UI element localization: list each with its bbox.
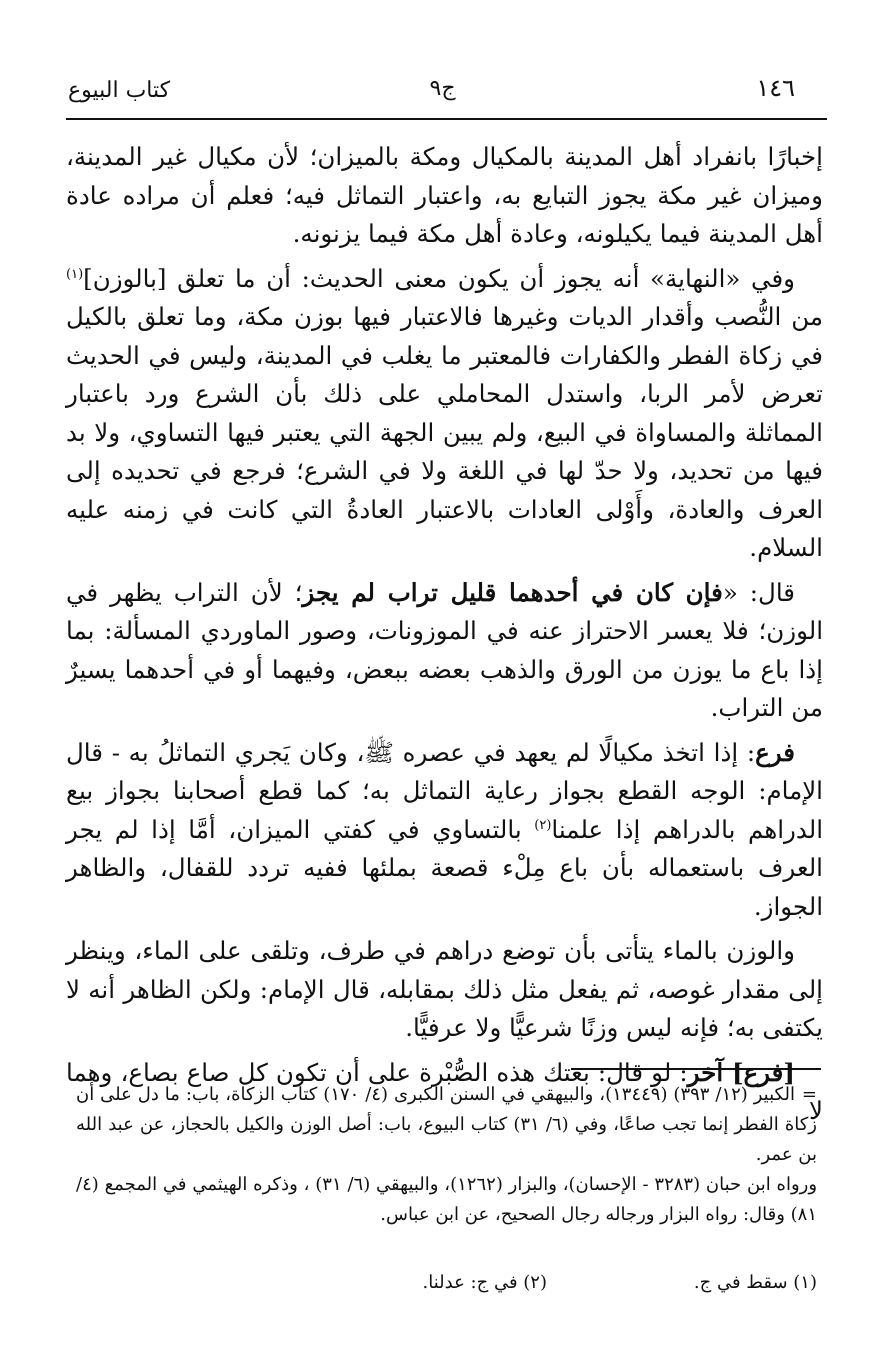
paragraph-4-part-2: بالتساوي في كفتي الميزان، أمَّا إذا لم يجر العرف باستعماله بأن باع مِلْء قصعة بملئها ففيه تردد للقفال، والظاهر الجواز. bbox=[66, 814, 823, 921]
footnote-continuation-2: ورواه ابن حبان (٣٢٨٣ - الإحسان)، والبزار (١٢٦٢)، والبيهقي (٦/ ٣١) ، وذكره الهيثمي في المجمع (٤/ ٨١) وقال: رواه البزار ورجاله رجال الصحيح، عن ابن عباس. bbox=[76, 1174, 818, 1225]
book-title: كتاب البيوع bbox=[68, 78, 171, 103]
paragraph-6-rest: : لو قال: بعتك هذه الصُّبْرة على أن تكون كل صاع بصاع، وهما لا bbox=[66, 1057, 823, 1125]
paragraph-4 bbox=[66, 734, 823, 927]
paragraph-4-label: فرع bbox=[755, 737, 795, 767]
paragraph-5: والوزن بالماء يتأتى بأن توضع دراهم في طرف، وتلقى على الماء، وينظر إلى مقدار غوصه، ثم يفعل مثل ذلك بمقابله، قال الإمام: ولكن الظاهر أنه لا يكتفى به؛ فإنه ليس وزنًا شرعيًّا ولا عرفيًّا. bbox=[66, 936, 823, 1042]
paragraph-2-part-1: وفي «النهاية» أنه يجوز أن يكون معنى الحديث: أن ما تعلق [بالوزن] bbox=[83, 263, 795, 293]
footnote-1: (١) سقط في ج. bbox=[693, 1272, 817, 1293]
page-header bbox=[62, 66, 823, 110]
paragraph-2-part-2: من النُّصب وأقدار الديات وغيرها فالاعتبار فيها بوزن مكة، وما تعلق بالكيل في زكاة الفطر والكفارات فالمعتبر ما يغلب في المدينة، وليس في الحديث تعرض لأمر الربا، واستدل المحاملي على ذلك بأن الشرع ورد باعتبار المماثلة والمساواة في البيع، ولم يبين الجهة التي يعتبر فيها التساوي، ولا بد فيها من تحديد، ولا حدّ لها في اللغة ولا في الشرع؛ فرجع في تحديده إلى العرف والعادة، وأَوْلى العادات بالاعتبار العادةُ التي كانت في زمنه عليه السلام. bbox=[66, 302, 823, 562]
footnote-continuation-1-text: الكبير (١٢/ ٣٩٣) (١٣٤٤٩)، والبيهقي في السنن الكبرى (٤/ ١٧٠) كتاب الزكاة، باب: ما دل على أن زكاة الفطر إنما تجب صاعًا، وفي (٦/ ٣١) كتاب البيوع، باب: أصل الوزن والكيل بالحجاز، عن عبد الله بن عمر. bbox=[76, 1084, 817, 1165]
header-rule bbox=[66, 118, 827, 120]
paragraph-3-quote: فإن كان في أحدهما قليل تراب لم يجز bbox=[302, 577, 723, 607]
main-text bbox=[66, 138, 823, 1137]
paragraph-1: إخبارًا بانفراد أهل المدينة بالمكيال ومكة بالميزان؛ لأن مكيال غير المدينة، وميزان غير مكة يجوز التبايع به، واعتبار التماثل فيه؛ فعلم أن مراده عادة أهل المدينة فيما يكيلونه، وعادة أهل مكة فيما يزنونه. bbox=[66, 142, 823, 248]
footnotes bbox=[76, 1080, 817, 1230]
paragraph-3 bbox=[66, 574, 823, 728]
paragraph-2 bbox=[66, 260, 823, 568]
volume-label: ج٩ bbox=[429, 76, 456, 101]
footnote-rule bbox=[571, 1068, 821, 1070]
paragraph-3-rest: ؛ لأن التراب يظهر في الوزن؛ فلا يعسر الاحتراز عنه في الموزونات، وصور الماوردي المسألة: بما إذا باع ما يوزن من الورق والذهب بعضه ببعض، وفيهما أو في أحدهما يسيرٌ من التراب. bbox=[66, 577, 823, 722]
page-number: ١٤٦ bbox=[756, 74, 795, 102]
paragraph-4-part-1: : إذا اتخذ مكيالًا لم يعهد في عصره ﷺ، وكان يَجري التماثلُ به - قال الإمام: الوجه القطع بجواز رعاية التماثل به؛ كما قطع أصحابنا بجواز بيع الدراهم بالدراهم إذا علمنا bbox=[66, 737, 824, 844]
paragraph-3-intro: قال: « bbox=[722, 577, 795, 607]
footnote-ref-1: (١) bbox=[66, 266, 84, 282]
continuation-mark: = bbox=[801, 1084, 817, 1105]
footnote-ref-2: (٢) bbox=[534, 817, 552, 833]
paragraph-6-label: [فرع] آخر bbox=[687, 1057, 795, 1087]
footnote-2: (٢) في ج: عدلنا. bbox=[422, 1272, 547, 1293]
footnote-continuation-1 bbox=[76, 1080, 817, 1170]
